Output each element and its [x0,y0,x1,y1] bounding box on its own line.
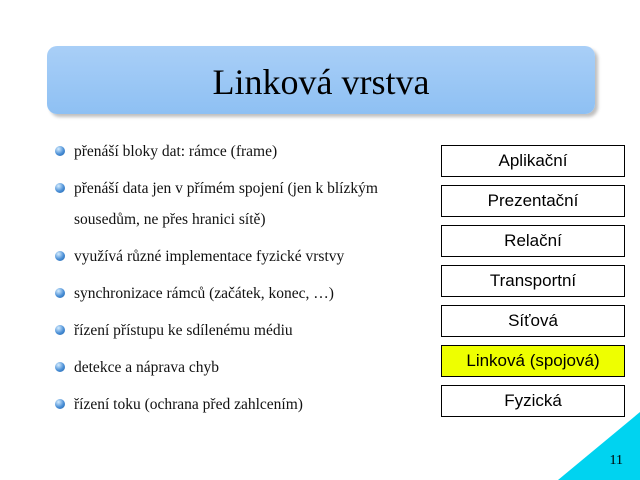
layer-session: Relační [441,225,625,257]
bullet-text: přenáší data jen v přímém spojení (jen k blízkým sousedům, ne přes hranici sítě) [74,180,378,228]
bullet-text: přenáší bloky dat: rámce (frame) [74,143,278,160]
bullet-dot-icon [55,325,65,335]
corner-decoration [558,412,640,480]
bullet-dot-icon [55,288,65,298]
bullet-text: řízení toku (ochrana před zahlcením) [74,396,303,413]
bullet-item [55,136,425,167]
bullet-item [55,173,425,235]
layer-network: Síťová [441,305,625,337]
layer-presentation: Prezentační [441,185,625,217]
bullet-dot-icon [55,251,65,261]
bullet-item [55,241,425,272]
bullet-text: využívá různé implementace fyzické vrstvy [74,248,345,265]
bullet-text: synchronizace rámců (začátek, konec, …) [74,285,334,302]
bullet-item [55,352,425,383]
bullet-text: řízení přístupu ke sdílenému médiu [74,322,293,339]
bullet-dot-icon [55,183,65,193]
layer-application: Aplikační [441,145,625,177]
bullet-dot-icon [55,362,65,372]
bullet-dot-icon [55,399,65,409]
layer-transport: Transportní [441,265,625,297]
page-number: 11 [609,453,623,468]
slide-title: Linková vrstva [212,62,430,102]
bullet-item [55,278,425,309]
title-banner [47,46,595,114]
bullet-dot-icon [55,146,65,156]
bullet-list [55,136,425,420]
bullet-text: detekce a náprava chyb [74,359,220,376]
bullet-item [55,389,425,420]
layer-physical: Fyzická [441,385,625,417]
layer-data-link: Linková (spojová) [441,345,625,377]
bullet-item [55,315,425,346]
osi-layer-stack [441,145,625,425]
